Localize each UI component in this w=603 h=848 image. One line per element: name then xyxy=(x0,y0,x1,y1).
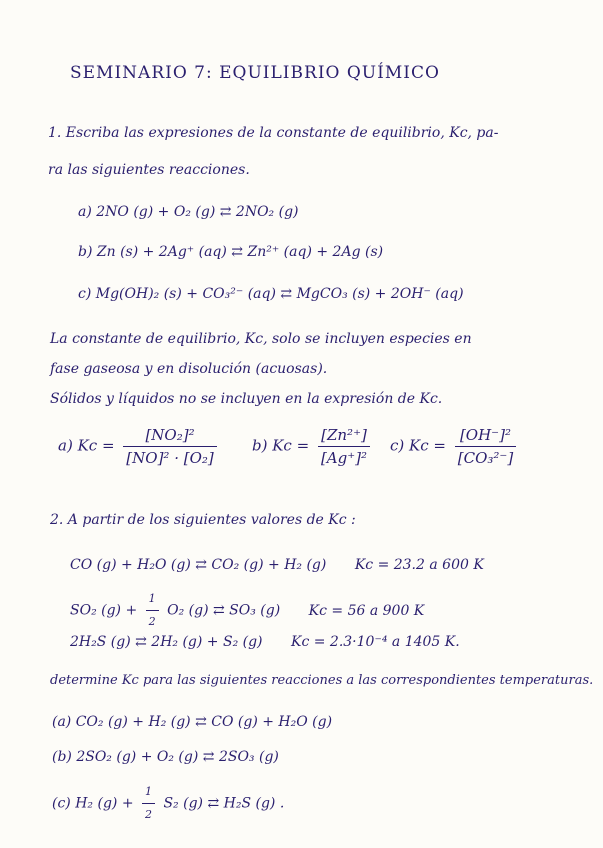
q1-statement-line-2: ra las siguientes reacciones. xyxy=(48,162,250,178)
q2-instruction: determine Kc para las siguientes reacciones a las correspondientes temperaturas. xyxy=(50,673,594,688)
q2-given-2-rhs: O₂ (g) ⇄ SO₃ (g) xyxy=(167,602,281,619)
kc-c-denominator: [CO₃²⁻] xyxy=(457,449,514,467)
q2-given-1-kc: Kc = 23.2 a 600 K xyxy=(354,557,484,573)
kc-b-numerator: [Zn²⁺] xyxy=(318,426,370,447)
kc-a-denominator: [NO]² · [O₂] xyxy=(126,449,214,467)
q2-given-3-reaction: 2H₂S (g) ⇄ 2H₂ (g) + S₂ (g) xyxy=(70,634,263,650)
q1-reaction-c: c) Mg(OH)₂ (s) + CO₃²⁻ (aq) ⇄ MgCO₃ (s) + 2OH⁻ (aq) xyxy=(78,286,464,302)
q2-given-1 xyxy=(70,556,484,574)
note-line-2: fase gaseosa y en disolución (acuosas). xyxy=(50,361,328,377)
q2-given-3-kc: Kc = 2.3·10⁻⁴ a 1405 K. xyxy=(290,634,460,650)
kc-c-label: c) Kc = xyxy=(390,436,446,455)
q2-given-2-half-den: 2 xyxy=(148,615,156,628)
q2-task-b: (b) 2SO₂ (g) + O₂ (g) ⇄ 2SO₃ (g) xyxy=(52,749,279,765)
note-line-1: La constante de equilibrio, Kc, solo se incluyen especies en xyxy=(50,331,472,347)
q2-statement: 2. A partir de los siguientes valores de Kc : xyxy=(50,512,356,528)
q1-statement-line-1: 1. Escriba las expresiones de la constante de equilibrio, Kc, pa- xyxy=(48,125,499,141)
q2-given-3 xyxy=(70,633,460,651)
q2-given-2-lhs: SO₂ (g) + xyxy=(70,602,138,619)
q2-task-c-rhs: S₂ (g) ⇄ H₂S (g) . xyxy=(163,795,285,812)
kc-a-label: a) Kc = xyxy=(58,436,115,455)
kc-b-denominator: [Ag⁺]² xyxy=(320,449,368,467)
kc-c-fraction xyxy=(455,426,516,467)
q2-given-2 xyxy=(70,590,424,631)
kc-answer-c xyxy=(390,426,520,467)
q2-task-c-half-den: 2 xyxy=(145,808,153,821)
q2-task-c-half-num: 1 xyxy=(142,783,155,804)
kc-a-fraction xyxy=(123,426,216,467)
q1-reaction-b: b) Zn (s) + 2Ag⁺ (aq) ⇄ Zn²⁺ (aq) + 2Ag (s) xyxy=(78,244,384,260)
kc-b-fraction xyxy=(318,426,370,467)
kc-a-numerator: [NO₂]² xyxy=(123,426,216,447)
kc-b-label: b) Kc = xyxy=(252,436,310,455)
note-line-3: Sólidos y líquidos no se incluyen en la expresión de Kc. xyxy=(50,391,443,407)
q2-given-1-reaction: CO (g) + H₂O (g) ⇄ CO₂ (g) + H₂ (g) xyxy=(70,557,327,573)
q2-given-2-half xyxy=(146,590,159,631)
kc-answer-b xyxy=(252,426,374,467)
q2-task-c-half xyxy=(142,783,155,824)
q2-given-2-half-num: 1 xyxy=(146,590,159,611)
kc-c-numerator: [OH⁻]² xyxy=(455,426,516,447)
q2-task-c xyxy=(52,783,284,824)
page-title: SEMINARIO 7: EQUILIBRIO QUÍMICO xyxy=(70,63,440,83)
kc-answer-a xyxy=(58,426,221,467)
q2-given-2-kc: Kc = 56 a 900 K xyxy=(308,602,425,619)
q1-reaction-a: a) 2NO (g) + O₂ (g) ⇄ 2NO₂ (g) xyxy=(78,204,299,220)
q2-task-c-lhs: (c) H₂ (g) + xyxy=(52,795,134,812)
q2-task-a: (a) CO₂ (g) + H₂ (g) ⇄ CO (g) + H₂O (g) xyxy=(52,714,333,730)
